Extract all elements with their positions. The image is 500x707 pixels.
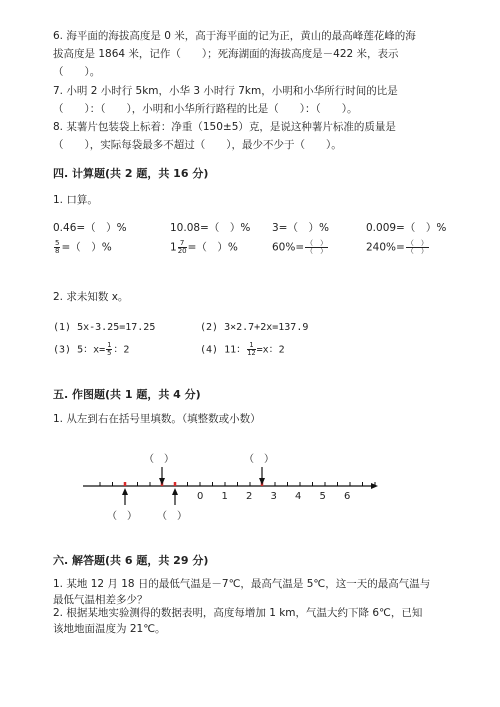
answer-bracket-bottom-2[interactable]: （ ）: [157, 511, 187, 522]
q7-line-1: 7. 小明 2 小时行 5km，小华 3 小时行 7km，小明和小华所行时间的比是: [53, 85, 398, 97]
arrow-down-left-head: [159, 478, 165, 485]
q8-line-1: 8. 某薯片包装袋上标着：净重（150±5）克，是说这种薯片标准的质量是: [53, 121, 396, 133]
equation-3: (3) 5：x= $\frac{1}{5}$ ：2: [53, 341, 130, 357]
s4-question-1: 1. 口算。: [53, 194, 98, 206]
answer-bracket-top-1[interactable]: （ ）: [144, 454, 174, 465]
fraction: $\frac{( )}{( )}$: [306, 239, 328, 255]
number-line-label: 1: [221, 491, 228, 502]
s6-q2-line-1: 2. 根据某地实验测得的数据表明，高度每增加 1 km，气温大约下降 6℃，已知: [53, 607, 423, 619]
q6-line-3: （ ）。: [53, 66, 101, 78]
oral-r2c2: 1 $\frac{7}{20}$ =（ ）%: [170, 239, 238, 255]
fraction: $\frac{7}{20}$: [177, 239, 187, 255]
equation-2: (2) 3×2.7+2x=137.9: [200, 322, 309, 333]
number-line-label: 2: [246, 491, 253, 502]
q7-line-2: （ ）：（ ），小明和小华所行路程的比是（ ）：（ ）。: [53, 103, 358, 115]
fraction: $\frac{( )}{( )}$: [406, 239, 428, 255]
section-5-title: 五. 作图题(共 1 题，共 4 分): [53, 388, 201, 401]
fraction: $\frac{5}{8}$: [55, 239, 60, 255]
oral-r1c1: 0.46=（ ）%: [53, 222, 127, 234]
oral-r2c1: $\frac{5}{8}$ =（ ）%: [55, 239, 112, 255]
equation-4: (4) 11： $\frac{1}{12}$ =x：2: [200, 341, 285, 357]
equation-1: (1) 5x-3.25=17.25: [53, 322, 156, 333]
oral-r2c4: 240%= $\frac{( )}{( )}$: [366, 239, 428, 255]
s6-q1-line-2: 最低气温相差多少？: [53, 594, 148, 606]
number-line-label: 0: [197, 491, 204, 502]
oral-r1c4: 0.009=（ ）%: [366, 222, 447, 234]
fraction: $\frac{1}{5}$: [107, 341, 112, 357]
oral-r1c2: 10.08=（ ）%: [170, 222, 251, 234]
answer-bracket-bottom-1[interactable]: （ ）: [107, 511, 137, 522]
number-line-label: 4: [295, 491, 302, 502]
section-4-title: 四. 计算题(共 2 题，共 16 分): [53, 167, 209, 180]
arrow-up-1-head: [122, 488, 128, 495]
q6-line-1: 6. 海平面的海拔高度是 0 米，高于海平面的记为正，黄山的最高峰莲花峰的海: [53, 30, 416, 42]
arrow-down-right-head: [259, 478, 265, 485]
number-line-label: 6: [344, 491, 351, 502]
arrow-up-2-head: [172, 488, 178, 495]
section-6-title: 六. 解答题(共 6 题，共 29 分): [53, 554, 209, 567]
q8-line-2: （ ），实际每袋最多不超过（ ），最少不少于（ ）。: [53, 139, 342, 151]
s4-question-2: 2. 求未知数 x。: [53, 291, 129, 303]
number-line-label: 5: [319, 491, 326, 502]
s6-q1-line-1: 1. 某地 12 月 18 日的最低气温是－7℃，最高气温是 5℃，这一天的最高气温与: [53, 578, 431, 590]
s6-q2-line-2: 该地地面温度为 21℃。: [53, 623, 166, 635]
oral-r2c3: 60%= $\frac{( )}{( )}$: [272, 239, 328, 255]
oral-r1c3: 3=（ ）%: [272, 222, 329, 234]
s5-question-1: 1. 从左到右在括号里填数。（填整数或小数）: [53, 413, 261, 425]
number-line-label: 3: [270, 491, 277, 502]
q6-line-2: 拔高度是 1864 米，记作（ ）；死海湖面的海拔高度是－422 米，表示: [53, 48, 399, 60]
answer-bracket-top-2[interactable]: （ ）: [244, 454, 274, 465]
fraction: $\frac{1}{12}$: [247, 341, 256, 357]
